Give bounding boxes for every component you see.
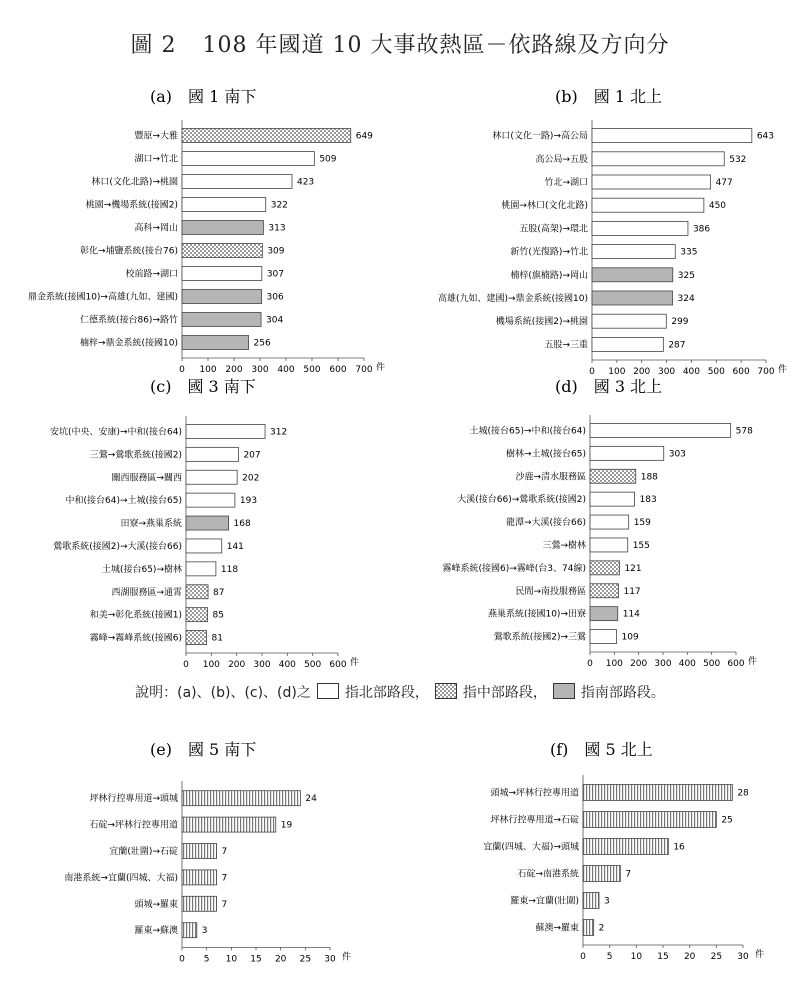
chart-f-category-label-0: 頭城→坪林行控專用道 xyxy=(490,788,579,799)
chart-f-value-label-0: 28 xyxy=(737,788,749,799)
chart-e-category-label-3: 南港系統→宜蘭(四城、大福) xyxy=(64,873,178,884)
chart-d-value-label-0: 578 xyxy=(735,426,753,437)
chart-c-value-label-2: 202 xyxy=(242,473,260,484)
chart-c-value-label-5: 141 xyxy=(226,541,244,552)
chart-e-category-label-1: 石碇→坪林行控專用道 xyxy=(89,820,178,831)
chart-b-category-label-2: 竹北→湖口 xyxy=(544,178,588,188)
chart-f-bar-3 xyxy=(583,866,620,882)
chart-c-bar-2 xyxy=(186,470,237,484)
chart-a-category-label-6: 校前路→湖口 xyxy=(125,269,178,280)
chart-f-value-label-3: 7 xyxy=(625,869,632,880)
chart-a-tick-label-5: 500 xyxy=(303,365,321,375)
legend-south-label: 指南部路段。 xyxy=(580,685,665,701)
chart-e-category-label-5: 羅東→蘇澳 xyxy=(134,926,178,937)
chart-f-value-label-4: 3 xyxy=(604,896,610,907)
chart-f-bar-4 xyxy=(583,893,599,909)
chart-d-bar-6 xyxy=(590,561,619,575)
chart-e-category-label-2: 宜蘭(壯圍)→石碇 xyxy=(109,847,178,857)
chart-c-bar-7 xyxy=(186,585,208,599)
chart-a-category-label-4: 高科→岡山 xyxy=(134,223,178,234)
chart-b-category-label-6: 楠梓(旗楠路)→岡山 xyxy=(510,270,588,281)
chart-f-category-label-4: 羅東→宜蘭(壯圍) xyxy=(510,896,579,907)
chart-b-value-label-7: 324 xyxy=(677,294,695,304)
legend-north-label: 指北部路段， xyxy=(344,685,429,701)
chart-d-value-label-4: 159 xyxy=(633,518,651,529)
chart-d-value-label-8: 114 xyxy=(622,609,640,620)
chart-d-value-label-5: 155 xyxy=(632,540,650,551)
chart-b-bar-7 xyxy=(592,291,673,305)
chart-e-bar-3 xyxy=(182,870,217,885)
chart-b-value-label-9: 287 xyxy=(668,340,686,351)
chart-b-title: (b) 國 1 北上 xyxy=(555,87,663,106)
chart-a-bar-2 xyxy=(182,175,292,189)
chart-d-category-label-7: 民間→南投服務區 xyxy=(515,586,586,597)
chart-c-bar-8 xyxy=(186,608,208,622)
chart-e-bar-5 xyxy=(182,923,197,938)
chart-c-title: (c) 國 3 南下 xyxy=(150,377,256,396)
chart-a-value-label-8: 304 xyxy=(266,315,284,326)
chart-a-category-label-3: 桃園→機場系統(接國2) xyxy=(85,200,178,211)
chart-b-bar-9 xyxy=(592,337,663,351)
legend xyxy=(0,682,800,702)
chart-b-bar-chart xyxy=(400,82,800,377)
chart-b-bar-3 xyxy=(592,198,704,212)
chart-c-category-label-2: 關西服務區→關西 xyxy=(111,473,182,484)
chart-b-tick-label-7: 700 xyxy=(757,367,775,377)
chart-f-bar-chart xyxy=(400,735,800,970)
chart-f-bar-5 xyxy=(583,920,594,936)
chart-a-tick-label-6: 600 xyxy=(329,365,347,375)
legend-swatch-central xyxy=(435,683,457,699)
chart-c-tick-label-4: 400 xyxy=(278,660,296,670)
chart-c-bar-0 xyxy=(186,424,265,438)
chart-d-value-label-6: 121 xyxy=(624,563,642,574)
chart-c-bar-1 xyxy=(186,447,238,461)
chart-b-value-label-2: 477 xyxy=(715,178,733,188)
chart-d-category-label-5: 三鶯→樹林 xyxy=(542,540,586,551)
chart-e-bar-4 xyxy=(182,896,217,911)
chart-f-category-label-2: 宜蘭(四城、大福)→頭城 xyxy=(483,842,579,853)
chart-c-tick-label-5: 500 xyxy=(304,660,322,670)
chart-f-value-label-5: 2 xyxy=(598,923,605,934)
chart-d-bar-5 xyxy=(590,538,628,552)
chart-e-bar-0 xyxy=(182,791,300,806)
chart-c-category-label-1: 三鶯→鶯歌系統(接國2) xyxy=(89,450,182,461)
chart-d-category-label-1: 樹林→土城(接台65) xyxy=(505,449,586,460)
chart-a-bar-chart xyxy=(0,82,400,375)
chart-b-tick-label-5: 500 xyxy=(707,367,725,377)
chart-d-tick-label-0: 0 xyxy=(587,659,593,669)
chart-f-tick-label-3: 15 xyxy=(657,952,669,962)
chart-e-value-label-0: 24 xyxy=(305,794,317,805)
chart-a-title: (a) 國 1 南下 xyxy=(150,87,257,106)
chart-b-value-label-8: 299 xyxy=(671,317,689,328)
chart-a-category-label-0: 豐原→大雅 xyxy=(134,131,178,142)
chart-c-bar-6 xyxy=(186,562,216,576)
chart-c-category-label-9: 霧峰→霧峰系統(接國6) xyxy=(89,633,182,644)
chart-d-category-label-3: 大溪(接台66)→鶯歌系統(接國2) xyxy=(457,495,586,506)
chart-d-bar-8 xyxy=(590,607,618,621)
chart-d-category-label-9: 鶯歌系統(接國2)→三鶯 xyxy=(493,632,586,643)
chart-f-unit-label: 件 xyxy=(755,950,765,960)
chart-b-category-label-1: 高公局→五股 xyxy=(535,154,588,165)
legend-central-label: 指中部路段， xyxy=(462,685,547,701)
chart-d-bar-7 xyxy=(590,584,618,598)
chart-a-value-label-0: 649 xyxy=(355,131,373,142)
chart-a-tick-label-0: 0 xyxy=(179,365,185,375)
chart-d-tick-label-2: 200 xyxy=(630,659,648,669)
chart-c-value-label-1: 207 xyxy=(243,450,261,461)
chart-a-value-label-5: 309 xyxy=(267,246,285,257)
chart-b-category-label-7: 高雄(九如、建國)→鼎金系統(接國10) xyxy=(437,294,588,304)
chart-d-value-label-9: 109 xyxy=(621,632,639,643)
chart-f-bar-1 xyxy=(583,812,716,828)
chart-b-value-label-6: 325 xyxy=(677,270,695,281)
chart-f-tick-label-4: 20 xyxy=(683,952,696,962)
chart-d-title: (d) 國 3 北上 xyxy=(555,377,663,396)
chart-c-tick-label-3: 300 xyxy=(253,660,271,670)
chart-a-category-label-9: 楠梓→鼎金系統(接國10) xyxy=(79,338,178,349)
chart-b-bar-5 xyxy=(592,245,675,259)
chart-e-value-label-4: 7 xyxy=(221,899,228,910)
chart-d-bar-1 xyxy=(590,446,664,460)
chart-d-tick-label-1: 100 xyxy=(605,659,623,669)
chart-d-category-label-6: 霧峰系統(接國6)→霧峰(台3、74線) xyxy=(442,563,586,574)
chart-b-category-label-9: 五股→三重 xyxy=(544,340,588,351)
chart-c-tick-label-0: 0 xyxy=(183,660,189,670)
chart-b-category-label-8: 機場系統(接國2)→桃園 xyxy=(495,317,588,328)
chart-c-category-label-3: 中和(接台64)→土城(接台65) xyxy=(65,496,182,507)
chart-d-tick-label-3: 300 xyxy=(654,659,672,669)
chart-e-bar-1 xyxy=(182,817,276,832)
chart-e-title: (e) 國 5 南下 xyxy=(150,740,257,759)
chart-a-category-label-7: 鼎金系統(接國10)→高雄(九如、建國) xyxy=(27,292,178,303)
chart-f-bar-0 xyxy=(583,785,732,801)
chart-b-tick-label-6: 600 xyxy=(732,367,750,377)
chart-a-tick-label-7: 700 xyxy=(355,365,373,375)
chart-a-tick-label-1: 100 xyxy=(199,365,217,375)
chart-d-value-label-1: 303 xyxy=(668,449,686,460)
chart-a-value-label-7: 306 xyxy=(266,292,284,303)
chart-a-bar-4 xyxy=(182,221,263,235)
chart-d-bar-4 xyxy=(590,515,629,529)
chart-d-value-label-7: 117 xyxy=(623,586,641,597)
chart-e-tick-label-3: 15 xyxy=(250,954,262,965)
chart-d-category-label-8: 燕巢系統(接國10)→田寮 xyxy=(487,609,586,620)
chart-a-value-label-9: 256 xyxy=(253,338,271,349)
chart-e-unit-label: 件 xyxy=(342,952,352,963)
chart-f-bar-2 xyxy=(583,839,668,855)
chart-d-bar-chart xyxy=(400,372,800,667)
chart-c-bar-3 xyxy=(186,493,235,507)
chart-a-bar-7 xyxy=(182,290,262,304)
chart-e-bar-2 xyxy=(182,844,217,859)
chart-c-value-label-3: 193 xyxy=(239,496,258,507)
chart-c-tick-label-1: 100 xyxy=(202,660,220,670)
chart-a-value-label-3: 322 xyxy=(270,200,288,211)
chart-c-value-label-0: 312 xyxy=(270,427,288,438)
chart-b-bar-6 xyxy=(592,268,673,282)
chart-d-tick-label-5: 500 xyxy=(703,659,721,669)
chart-f-title: (f) 國 5 北上 xyxy=(550,740,653,759)
chart-e-tick-label-5: 25 xyxy=(299,954,312,965)
chart-b-category-label-5: 新竹(光復路)→竹北 xyxy=(510,247,588,258)
chart-a-bar-6 xyxy=(182,267,262,281)
chart-b-tick-label-0: 0 xyxy=(589,367,595,377)
chart-b-tick-label-1: 100 xyxy=(608,367,626,377)
chart-e-tick-label-4: 20 xyxy=(274,954,287,965)
chart-f-category-label-1: 坪林行控專用道→石碇 xyxy=(490,815,579,826)
chart-a-bar-8 xyxy=(182,313,261,327)
chart-f-tick-label-0: 0 xyxy=(580,952,586,962)
chart-b-tick-label-2: 200 xyxy=(633,367,651,377)
chart-f-value-label-1: 25 xyxy=(721,815,733,826)
chart-c-category-label-8: 和美→彰化系統(接國1) xyxy=(89,610,182,621)
chart-c-category-label-4: 田寮→燕巢系統 xyxy=(120,519,182,530)
chart-d-category-label-0: 土城(接台65)→中和(接台64) xyxy=(469,426,586,437)
chart-d-bar-9 xyxy=(590,630,617,644)
chart-f-tick-label-5: 25 xyxy=(710,952,723,962)
figure-title-text: 108 年國道 10 大事故熱區－依路線及方向分 xyxy=(202,33,670,58)
chart-a-tick-label-4: 400 xyxy=(277,365,295,375)
chart-c-value-label-4: 168 xyxy=(233,519,251,530)
chart-a-bar-1 xyxy=(182,152,314,166)
chart-f-tick-label-2: 10 xyxy=(630,952,643,962)
chart-a-bar-3 xyxy=(182,198,266,212)
chart-d-tick-label-4: 400 xyxy=(678,659,696,669)
chart-f-value-label-2: 16 xyxy=(673,842,685,853)
figure-title xyxy=(0,28,800,59)
chart-e-tick-label-0: 0 xyxy=(179,954,185,965)
chart-e-tick-label-6: 30 xyxy=(324,954,336,965)
chart-b-category-label-0: 林口(文化一路)→高公局 xyxy=(492,131,588,142)
chart-a-category-label-1: 湖口→竹北 xyxy=(134,154,178,165)
chart-d-bar-3 xyxy=(590,492,635,506)
chart-a-category-label-5: 彰化→埔鹽系統(接台76) xyxy=(79,246,178,257)
chart-c-value-label-6: 118 xyxy=(220,564,239,575)
chart-b-category-label-3: 桃園→林口(文化北路) xyxy=(501,201,588,212)
chart-c-value-label-7: 87 xyxy=(213,587,225,598)
chart-b-tick-label-3: 300 xyxy=(657,367,676,377)
chart-d-value-label-2: 188 xyxy=(640,472,658,483)
chart-a-category-label-2: 林口(文化北路)→桃園 xyxy=(91,177,178,188)
chart-b-bar-4 xyxy=(592,221,688,235)
chart-d-bar-0 xyxy=(590,423,731,437)
chart-f-category-label-5: 蘇澳→羅東 xyxy=(535,923,579,934)
chart-b-unit-label: 件 xyxy=(778,365,788,375)
chart-d-unit-label: 件 xyxy=(748,657,758,667)
chart-a-bar-0 xyxy=(182,129,351,143)
legend-swatch-north xyxy=(317,683,339,699)
legend-prefix: 說明：(a)、(b)、(c)、(d)之 xyxy=(135,685,311,701)
legend-swatch-south xyxy=(553,683,575,699)
chart-b-bar-2 xyxy=(592,175,711,189)
chart-a-bar-9 xyxy=(182,336,249,350)
chart-e-bar-chart xyxy=(0,735,400,970)
chart-f-category-label-3: 石碇→南港系統 xyxy=(517,869,579,880)
chart-c-bar-chart xyxy=(0,372,400,670)
chart-e-value-label-2: 7 xyxy=(221,847,228,857)
chart-b-value-label-3: 450 xyxy=(708,201,727,212)
chart-f-tick-label-6: 30 xyxy=(737,952,749,962)
chart-e-tick-label-1: 5 xyxy=(203,954,210,965)
chart-c-value-label-8: 85 xyxy=(212,610,224,621)
chart-c-bar-9 xyxy=(186,631,207,645)
chart-c-tick-label-2: 200 xyxy=(228,660,246,670)
figure-label: 圖 2 xyxy=(130,33,177,58)
chart-b-bar-1 xyxy=(592,152,724,166)
chart-c-unit-label: 件 xyxy=(350,658,360,668)
chart-b-tick-label-4: 400 xyxy=(682,367,701,377)
chart-c-category-label-5: 鶯歌系統(接國2)→大溪(接台66) xyxy=(53,541,182,552)
chart-b-bar-0 xyxy=(592,129,752,143)
chart-e-category-label-4: 頭城→羅東 xyxy=(134,899,178,910)
chart-d-tick-label-6: 600 xyxy=(727,659,745,669)
chart-d-category-label-2: 沙鹿→清水服務區 xyxy=(515,472,586,483)
chart-c-category-label-0: 安坑(中央、安康)→中和(接台64) xyxy=(49,427,182,438)
chart-e-category-label-0: 坪林行控專用道→頭城 xyxy=(89,794,178,805)
chart-b-value-label-5: 335 xyxy=(680,247,698,258)
chart-c-value-label-9: 81 xyxy=(211,633,223,644)
chart-a-value-label-6: 307 xyxy=(266,269,285,280)
chart-d-value-label-3: 183 xyxy=(639,495,657,506)
chart-e-value-label-5: 3 xyxy=(201,926,208,937)
chart-d-bar-2 xyxy=(590,469,636,483)
chart-c-bar-4 xyxy=(186,516,229,530)
chart-a-value-label-4: 313 xyxy=(268,223,286,234)
chart-d-category-label-4: 龍潭→大溪(接台66) xyxy=(505,518,586,529)
chart-b-value-label-0: 643 xyxy=(756,131,775,142)
chart-a-value-label-1: 509 xyxy=(319,154,337,165)
chart-b-bar-8 xyxy=(592,314,666,328)
chart-b-value-label-1: 532 xyxy=(729,154,747,165)
chart-f-tick-label-1: 5 xyxy=(606,952,613,962)
chart-e-value-label-3: 7 xyxy=(221,873,228,884)
chart-a-tick-label-2: 200 xyxy=(225,365,243,375)
chart-c-category-label-7: 西湖服務區→通霄 xyxy=(111,587,182,598)
chart-c-bar-5 xyxy=(186,539,222,553)
chart-c-category-label-6: 土城(接台65)→樹林 xyxy=(101,564,182,575)
chart-b-value-label-4: 386 xyxy=(692,224,711,235)
chart-a-unit-label: 件 xyxy=(376,363,386,373)
chart-c-tick-label-6: 600 xyxy=(329,660,347,670)
chart-a-tick-label-3: 300 xyxy=(251,365,269,375)
chart-e-value-label-1: 19 xyxy=(280,820,293,831)
chart-b-category-label-4: 五股(高架)→環北 xyxy=(519,224,588,235)
chart-a-category-label-8: 仁德系統(接台86)→路竹 xyxy=(79,315,178,326)
chart-e-tick-label-2: 10 xyxy=(225,954,238,965)
chart-a-value-label-2: 423 xyxy=(296,177,315,188)
chart-a-bar-5 xyxy=(182,244,262,258)
